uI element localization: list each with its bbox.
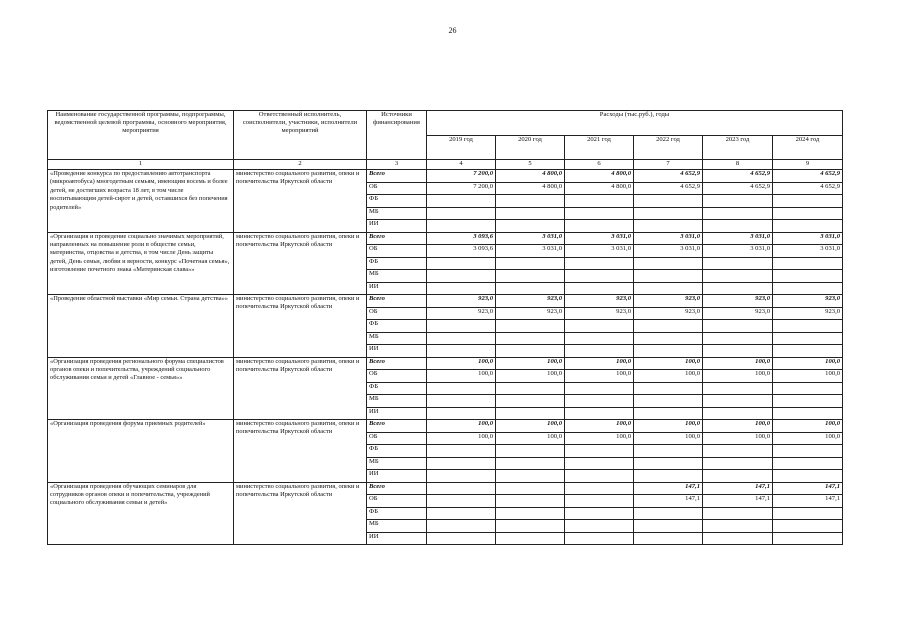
funding-source: ОБ [367,432,427,445]
header-year: 2021 год [565,136,634,160]
expense-value: 3 093,6 [427,245,496,258]
column-number: 3 [367,160,427,170]
funding-source: МБ [367,457,427,470]
expense-value: 100,0 [427,357,496,370]
expense-value: 3 031,0 [634,232,703,245]
expense-value [703,470,773,483]
funding-source: ОБ [367,307,427,320]
table-body [48,170,843,545]
expense-value: 4 652,9 [773,182,843,195]
header-year: 2024 год [773,136,843,160]
expense-value [634,320,703,333]
expense-value: 3 031,0 [634,245,703,258]
expense-value [634,220,703,233]
expense-value [565,270,634,283]
expense-value: 100,0 [427,432,496,445]
expense-value [565,495,634,508]
expense-value [496,345,565,358]
executor: министерство социального развития, опеки и попечительства Иркутской области [234,295,367,358]
expense-value [773,257,843,270]
expense-value: 4 652,9 [634,182,703,195]
expense-value [773,532,843,545]
expense-value [773,507,843,520]
expense-value: 147,1 [703,482,773,495]
expense-value [565,395,634,408]
expense-value: 100,0 [565,432,634,445]
table-row [48,170,843,183]
expense-value: 923,0 [773,295,843,308]
expense-value [565,407,634,420]
expense-value: 4 800,0 [496,182,565,195]
header-expenses: Расходы (тыс.руб.), годы [427,111,843,136]
expense-value: 100,0 [427,420,496,433]
expense-value: 100,0 [773,432,843,445]
header-year: 2022 год [634,136,703,160]
expense-value: 100,0 [496,420,565,433]
expense-value [427,207,496,220]
expense-value [703,320,773,333]
expense-value [773,395,843,408]
expense-value [427,482,496,495]
expense-value [703,532,773,545]
funding-source: ФБ [367,445,427,458]
expense-value [703,445,773,458]
expense-value [427,532,496,545]
expense-value: 147,1 [773,482,843,495]
expense-value: 100,0 [565,357,634,370]
expense-value: 923,0 [703,307,773,320]
activity-name: «Проведение областной выставки «Мир семьи. Страна детства»» [48,295,234,358]
expense-value [496,332,565,345]
funding-source: ФБ [367,382,427,395]
expense-value [703,220,773,233]
column-number: 9 [773,160,843,170]
expense-value [427,457,496,470]
expense-value [427,220,496,233]
expense-value [773,407,843,420]
expense-value [703,407,773,420]
column-number: 6 [565,160,634,170]
expense-value [496,220,565,233]
expense-value: 100,0 [773,370,843,383]
expense-value: 100,0 [773,420,843,433]
expense-value: 4 800,0 [496,170,565,183]
expense-value: 4 652,9 [703,170,773,183]
expense-value: 7 200,0 [427,182,496,195]
expense-value [565,195,634,208]
expense-value [565,457,634,470]
expense-value [773,470,843,483]
column-number: 5 [496,160,565,170]
expense-value: 3 031,0 [496,232,565,245]
expense-value: 3 031,0 [703,232,773,245]
page-number: 26 [448,26,457,35]
expense-value: 4 800,0 [565,182,634,195]
expense-value: 923,0 [427,295,496,308]
expense-value: 147,1 [634,482,703,495]
expense-value: 100,0 [427,370,496,383]
expense-value: 923,0 [634,295,703,308]
expense-value [496,445,565,458]
funding-source: Всего [367,170,427,183]
expense-value [703,207,773,220]
expense-value: 100,0 [634,420,703,433]
expense-value [496,195,565,208]
funding-source: Всего [367,357,427,370]
expense-value: 4 652,9 [773,170,843,183]
expense-value [496,482,565,495]
expense-value [565,382,634,395]
expense-value [496,470,565,483]
column-number: 1 [48,160,234,170]
expense-value [565,520,634,533]
funding-source: МБ [367,270,427,283]
expense-value: 4 800,0 [565,170,634,183]
executor: министерство социального развития, опеки и попечительства Иркутской области [234,420,367,483]
table-row [48,357,843,370]
expense-value [427,470,496,483]
expense-value [427,332,496,345]
expense-value [634,270,703,283]
expense-value [496,270,565,283]
expense-value [634,507,703,520]
expense-value [703,345,773,358]
expense-value [427,282,496,295]
expense-value [634,395,703,408]
expense-value: 100,0 [703,370,773,383]
header-source: Источники финансирования [367,111,427,160]
expense-value: 100,0 [703,432,773,445]
expense-value: 923,0 [773,307,843,320]
funding-source: МБ [367,520,427,533]
expense-value: 3 031,0 [773,232,843,245]
expense-value [427,520,496,533]
expense-value [634,457,703,470]
expense-value [496,520,565,533]
expense-value [496,495,565,508]
expense-value: 100,0 [496,432,565,445]
expense-value [703,257,773,270]
expense-value: 923,0 [703,295,773,308]
expense-value [496,395,565,408]
expense-value: 923,0 [565,295,634,308]
expense-value [565,282,634,295]
header-year: 2020 год [496,136,565,160]
expense-value: 3 031,0 [773,245,843,258]
expense-value [634,195,703,208]
funding-source: Всего [367,295,427,308]
expense-value: 3 031,0 [496,245,565,258]
expense-value [496,382,565,395]
expense-value: 100,0 [703,420,773,433]
expense-value [703,507,773,520]
column-number-row [48,160,843,170]
funding-source: ФБ [367,320,427,333]
expense-value: 100,0 [565,420,634,433]
expense-value [773,207,843,220]
funding-source: МБ [367,395,427,408]
expense-value: 100,0 [634,357,703,370]
expense-value [427,320,496,333]
expense-value: 4 652,9 [703,182,773,195]
table-row [48,295,843,308]
funding-source: ОБ [367,370,427,383]
activity-name: «Организация проведения регионального форума специалистов органов опеки и попечительства, учреждений социального обслуживания семьи и детей «Главное - семья»» [48,357,234,420]
expense-value [496,532,565,545]
executor: министерство социального развития, опеки и попечительства Иркутской области [234,232,367,295]
executor: министерство социального развития, опеки и попечительства Иркутской области [234,482,367,545]
expense-value [427,507,496,520]
expense-value [634,345,703,358]
expense-value [496,207,565,220]
expense-value [703,195,773,208]
expense-value [427,382,496,395]
expense-value [427,257,496,270]
funding-source: Всего [367,232,427,245]
expense-value [427,445,496,458]
table-row [48,482,843,495]
expense-value: 3 031,0 [565,232,634,245]
expense-value [634,282,703,295]
column-number: 4 [427,160,496,170]
expense-value [634,470,703,483]
funding-source: ИИ [367,470,427,483]
expense-value [703,457,773,470]
expense-value [634,207,703,220]
expense-value [565,207,634,220]
funding-source: Всего [367,420,427,433]
expense-value [565,332,634,345]
expense-value [565,345,634,358]
expense-value [427,345,496,358]
expense-value [773,332,843,345]
expense-value [496,320,565,333]
expense-value [773,457,843,470]
expense-value [565,445,634,458]
expense-value [565,482,634,495]
expense-value [773,345,843,358]
funding-source: МБ [367,207,427,220]
expense-value [773,320,843,333]
expense-value [565,220,634,233]
expense-value [773,445,843,458]
expense-value [427,270,496,283]
expense-value: 923,0 [496,295,565,308]
activity-name: «Организация и проведение социально значимых мероприятий, направленных на повышение роли в обществе семьи, материнства, отцовства и детства, в том числе День защиты детей, День семьи, любви и верности, конкурс «Почетная семья», изготовление почетного знака «Материнская слава»» [48,232,234,295]
table-row [48,420,843,433]
funding-source: ОБ [367,182,427,195]
activity-name: «Организация проведения форума приемных родителей» [48,420,234,483]
expense-value [427,407,496,420]
expense-value [496,407,565,420]
expense-value: 3 031,0 [703,245,773,258]
expense-value: 100,0 [565,370,634,383]
column-number: 8 [703,160,773,170]
funding-source: ИИ [367,345,427,358]
expense-value: 3 093,6 [427,232,496,245]
expense-value: 147,1 [773,495,843,508]
expense-value [773,520,843,533]
expense-value [703,282,773,295]
expense-value: 100,0 [773,357,843,370]
funding-source: ИИ [367,407,427,420]
expense-value [703,520,773,533]
expense-value [773,382,843,395]
expense-value [773,282,843,295]
expense-value [703,395,773,408]
expense-value [565,320,634,333]
header-year: 2023 год [703,136,773,160]
expense-value [565,507,634,520]
funding-source: ФБ [367,257,427,270]
executor: министерство социального развития, опеки и попечительства Иркутской области [234,357,367,420]
expense-value: 923,0 [427,307,496,320]
expense-value [634,532,703,545]
expense-value: 100,0 [634,370,703,383]
expense-value [703,382,773,395]
funding-source: ИИ [367,282,427,295]
expense-value: 147,1 [703,495,773,508]
expense-value [634,520,703,533]
expense-value [496,282,565,295]
expense-value: 100,0 [496,370,565,383]
executor: министерство социального развития, опеки и попечительства Иркутской области [234,170,367,233]
expense-value [496,457,565,470]
header-name: Наименование государственной программы, подпрограммы, ведомственной целевой программы, основного мероприятия, мероприятия [48,111,234,160]
header-executor: Ответственный исполнитель, соисполнители, участники, исполнители мероприятий [234,111,367,160]
expense-value [427,395,496,408]
funding-source: ОБ [367,245,427,258]
expense-value [703,332,773,345]
expense-value [634,382,703,395]
funding-source: ИИ [367,532,427,545]
expense-value [565,470,634,483]
expense-value [496,507,565,520]
expense-value [773,270,843,283]
expense-value [773,220,843,233]
expense-value: 7 200,0 [427,170,496,183]
expense-value: 100,0 [634,432,703,445]
expense-value [634,445,703,458]
funding-source: Всего [367,482,427,495]
expense-value [565,532,634,545]
header-year: 2019 год [427,136,496,160]
expense-value: 3 031,0 [565,245,634,258]
expense-value: 923,0 [634,307,703,320]
expense-value: 923,0 [496,307,565,320]
expense-value: 923,0 [565,307,634,320]
expense-value: 100,0 [496,357,565,370]
funding-source: ФБ [367,195,427,208]
activity-name: «Организация проведения обучающих семинаров для сотрудников органов опеки и попечительства, учреждений социального обслуживания семьи и детей» [48,482,234,545]
expense-value [634,332,703,345]
expense-value [634,407,703,420]
expense-value [703,270,773,283]
column-number: 2 [234,160,367,170]
expense-value: 100,0 [703,357,773,370]
expense-value [773,195,843,208]
expenses-table [47,110,843,545]
funding-source: ФБ [367,507,427,520]
table-row [48,232,843,245]
funding-source: ИИ [367,220,427,233]
expense-value [427,195,496,208]
expense-value [496,257,565,270]
funding-source: МБ [367,332,427,345]
funding-source: ОБ [367,495,427,508]
expense-value: 4 652,9 [634,170,703,183]
expense-value [634,257,703,270]
expense-value: 147,1 [634,495,703,508]
expense-value [427,495,496,508]
activity-name: «Проведение конкурса по предоставлению автотранспорта (микроавтобуса) многодетным семьям, имеющим восемь и более детей, не достигших возраста 18 лет, в том числе воспитывающим детей-сирот и детей, оставшихся без попечения родителей» [48,170,234,233]
expense-value [565,257,634,270]
column-number: 7 [634,160,703,170]
